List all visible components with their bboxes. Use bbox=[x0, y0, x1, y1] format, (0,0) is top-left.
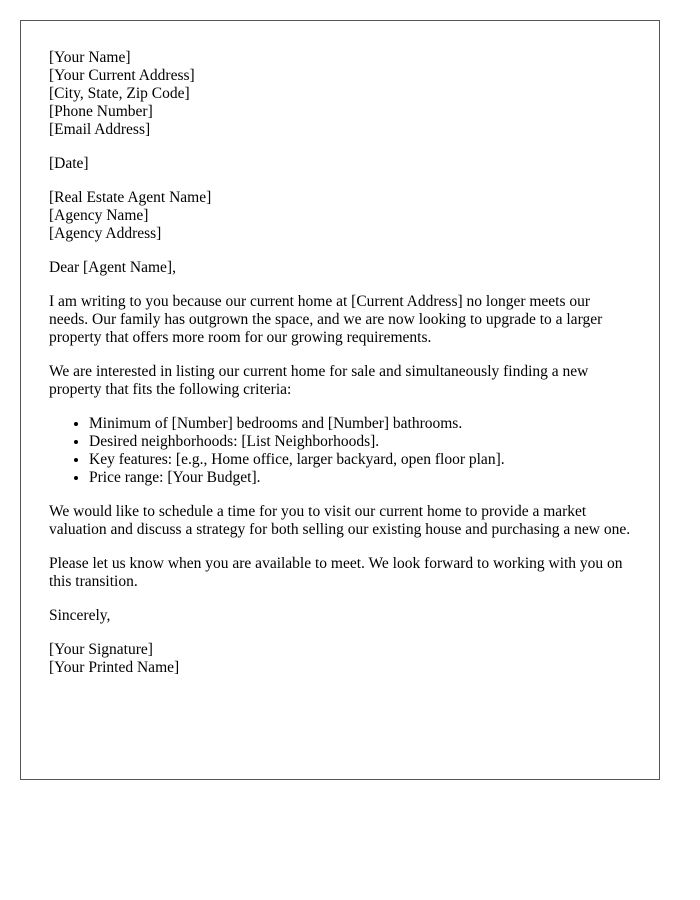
salutation: Dear [Agent Name], bbox=[49, 259, 176, 276]
paragraph-intro: I am writing to you because our current home at [Current Address] no longer meets our needs. Our family has outgrown the space, and we are now looking to upgrade to a larger property that offers more room for our growing requirements. bbox=[49, 293, 603, 346]
criteria-item-neighborhoods: • Desired neighborhoods: [List Neighborhoods]. bbox=[89, 433, 631, 451]
signoff: Sincerely, bbox=[49, 607, 111, 624]
signature-placeholder: [Your Signature] bbox=[49, 641, 153, 658]
recipient-agent-name: [Real Estate Agent Name] bbox=[49, 189, 212, 206]
sender-email: [Email Address] bbox=[49, 121, 151, 138]
recipient-address-block bbox=[49, 189, 631, 243]
criteria-item-bedrooms: • Minimum of [Number] bedrooms and [Number] bathrooms. bbox=[89, 415, 631, 433]
sender-city-state-zip: [City, State, Zip Code] bbox=[49, 85, 190, 102]
printed-name: [Your Printed Name] bbox=[49, 659, 180, 676]
sender-phone: [Phone Number] bbox=[49, 103, 153, 120]
letter-date: [Date] bbox=[49, 155, 89, 172]
recipient-agency-name: [Agency Name] bbox=[49, 207, 149, 224]
criteria-item-price-range: • Price range: [Your Budget]. bbox=[89, 469, 631, 487]
date-block bbox=[49, 155, 631, 173]
sender-address: [Your Current Address] bbox=[49, 67, 195, 84]
signature-block bbox=[49, 641, 631, 677]
criteria-list bbox=[49, 415, 631, 487]
criteria-item-features: • Key features: [e.g., Home office, larger backyard, open floor plan]. bbox=[89, 451, 631, 469]
paragraph-closing: Please let us know when you are available to meet. We look forward to working with you on this transition. bbox=[49, 555, 623, 590]
recipient-agency-address: [Agency Address] bbox=[49, 225, 162, 242]
paragraph-criteria-intro: We are interested in listing our current home for sale and simultaneously finding a new property that fits the following criteria: bbox=[49, 363, 589, 398]
paragraph-schedule: We would like to schedule a time for you to visit our current home to provide a market valuation and discuss a strategy for both selling our existing house and purchasing a new one. bbox=[49, 503, 631, 538]
sender-name: [Your Name] bbox=[49, 49, 131, 66]
sender-address-block bbox=[49, 49, 631, 139]
letter-page bbox=[20, 20, 660, 780]
